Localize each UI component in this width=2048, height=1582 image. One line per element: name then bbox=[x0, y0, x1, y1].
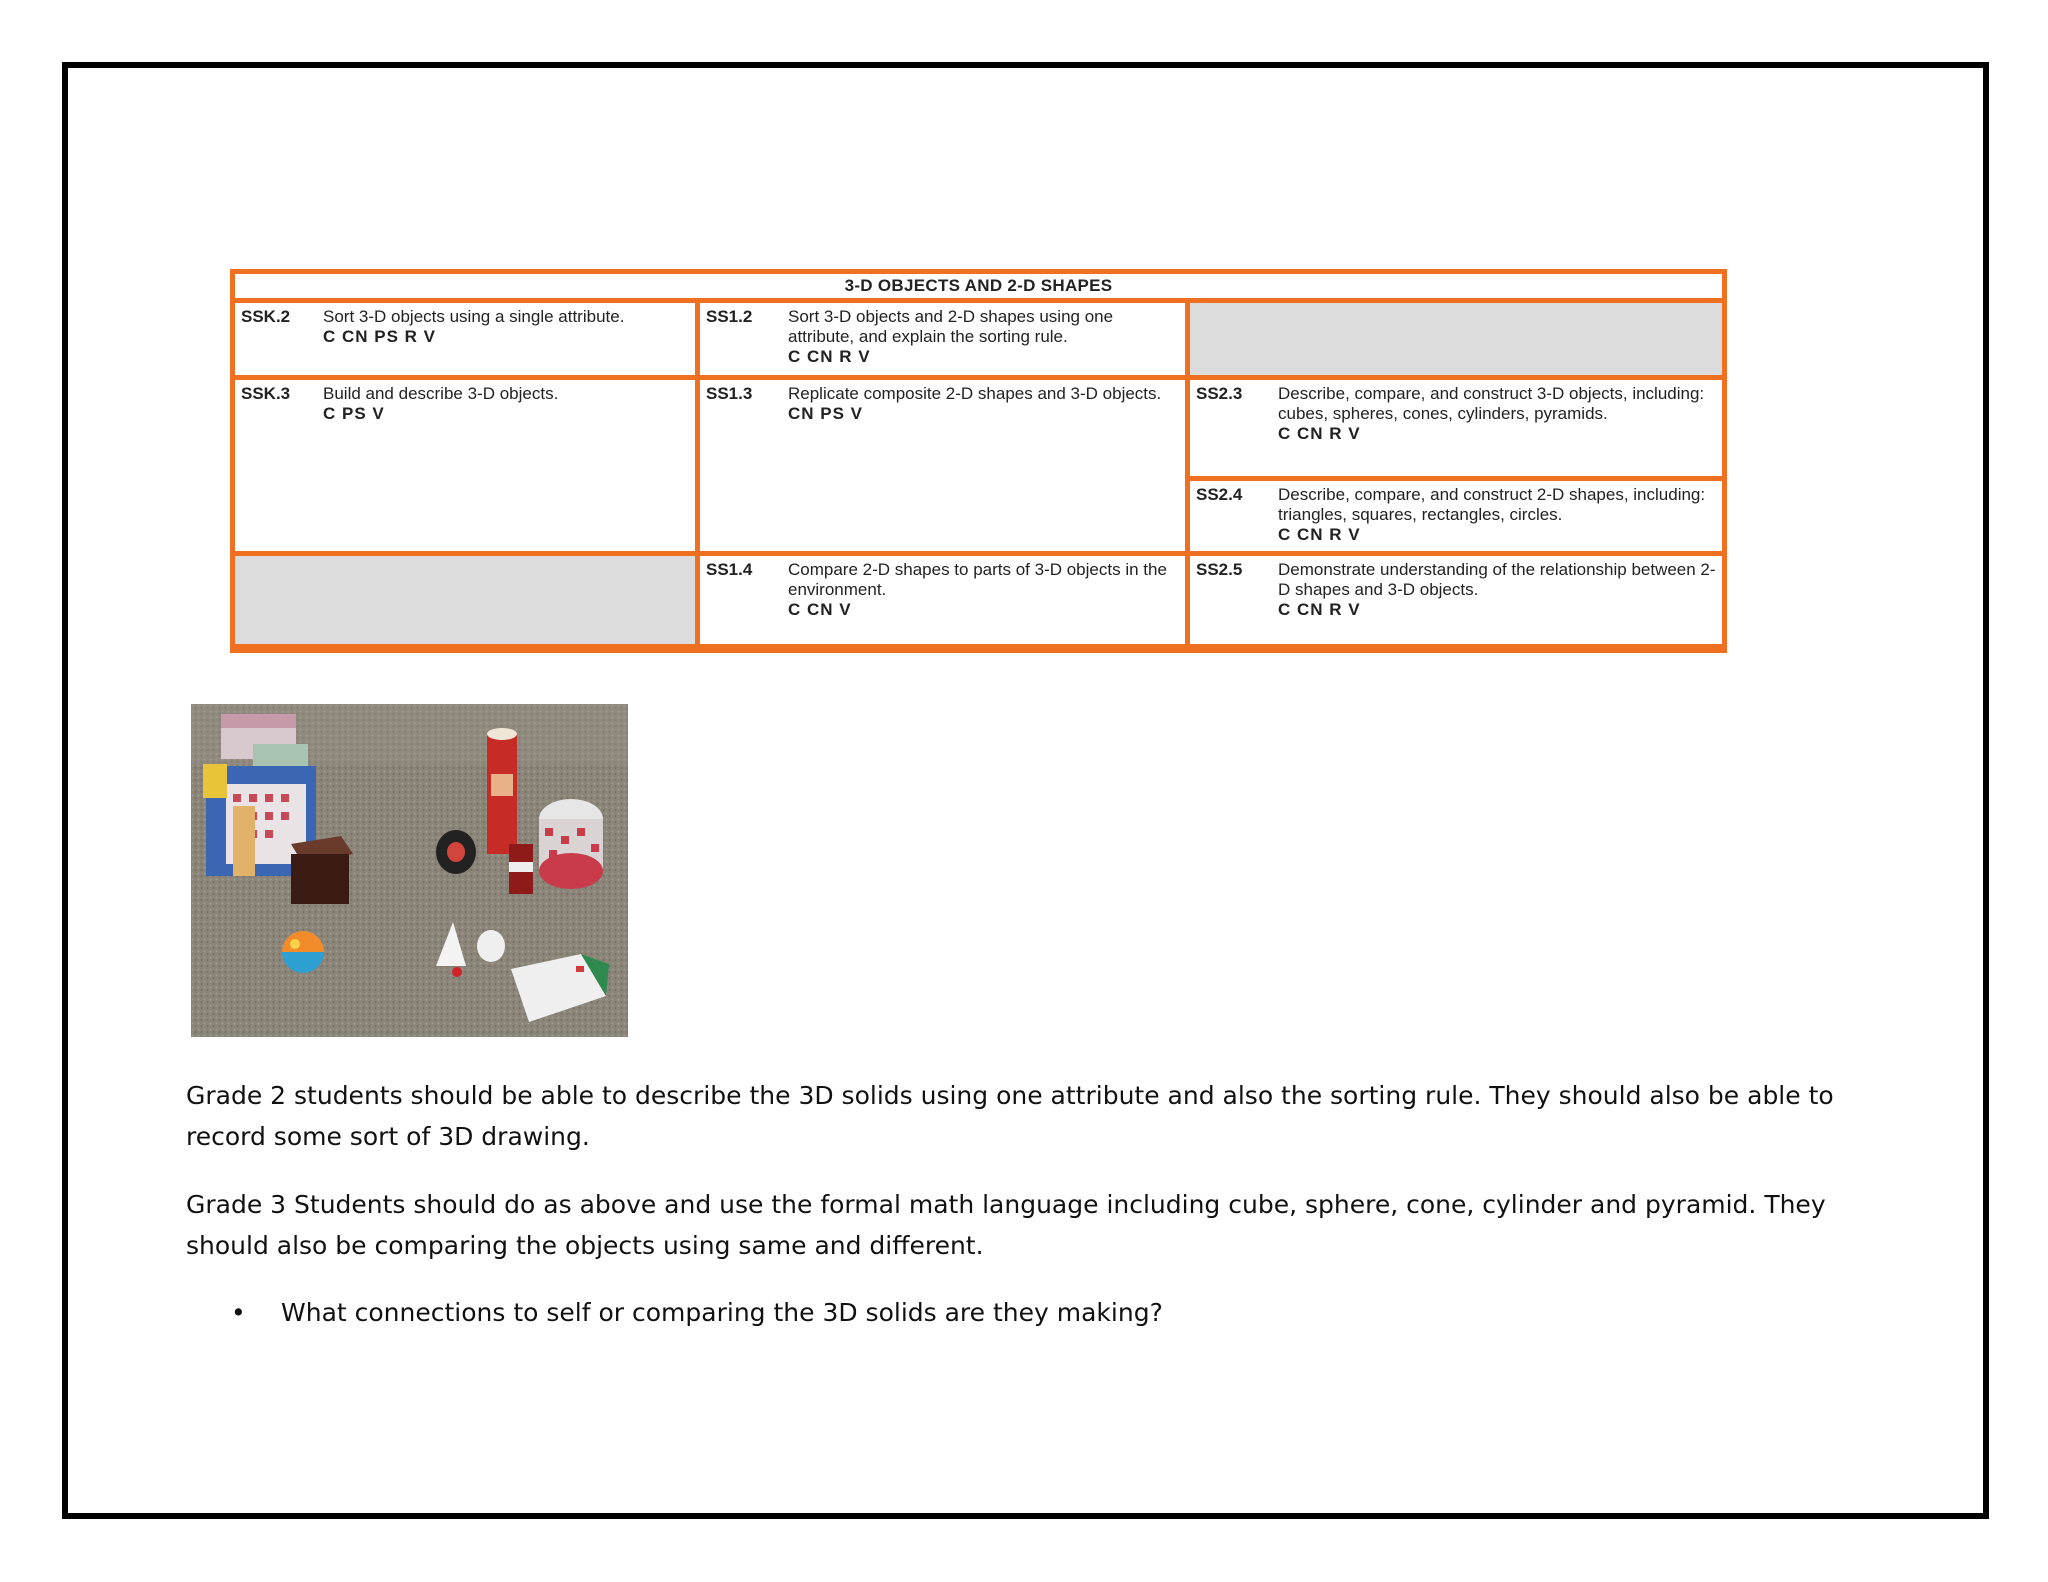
cell-ss2-5 bbox=[1188, 554, 1725, 649]
cell-ss2-3 bbox=[1188, 378, 1725, 479]
cell-ss1-3 bbox=[698, 378, 1188, 554]
outcome-code: SSK.2 bbox=[241, 307, 291, 326]
blank-cell bbox=[1188, 301, 1725, 378]
outcome-code: SS2.3 bbox=[1196, 384, 1243, 403]
outcome-text: Sort 3-D objects using a single attribute. bbox=[323, 307, 625, 326]
bullet-text: What connections to self or comparing the 3D solids are they making? bbox=[281, 1298, 1163, 1327]
bullet-icon: • bbox=[231, 1298, 246, 1327]
question-list bbox=[186, 1292, 1163, 1333]
blank-cell bbox=[233, 554, 698, 649]
cell-ss1-2 bbox=[698, 301, 1188, 378]
3d-objects-photo bbox=[191, 704, 628, 1037]
outcome-code: SS1.2 bbox=[706, 307, 753, 326]
outcome-text: Demonstrate understanding of the relationship between 2-D shapes and 3-D objects. bbox=[1278, 560, 1716, 599]
outcome-code: SS2.5 bbox=[1196, 560, 1243, 579]
cell-ssk2 bbox=[233, 301, 698, 378]
outcome-tags: C CN R V bbox=[1278, 525, 1361, 544]
outcome-text: Describe, compare, and construct 3-D objects, including: cubes, spheres, cones, cylinders, pyramids. bbox=[1278, 384, 1705, 423]
outcome-code: SS2.4 bbox=[1196, 485, 1243, 504]
outcome-tags: C CN V bbox=[788, 600, 852, 619]
cell-ssk3 bbox=[233, 378, 698, 554]
outcome-tags: C CN R V bbox=[1278, 600, 1361, 619]
outcome-text: Describe, compare, and construct 2-D shapes, including: triangles, squares, rectangles, circles. bbox=[1278, 485, 1706, 524]
outcome-tags: CN PS V bbox=[788, 404, 864, 423]
paragraph-grade-3: Grade 3 Students should do as above and use the formal math language including cube, sphere, cone, cylinder and pyramid. They should also be comparing the objects using same and different. bbox=[186, 1190, 1826, 1260]
cell-ss1-4 bbox=[698, 554, 1188, 649]
outcome-tags: C CN PS R V bbox=[323, 327, 437, 346]
cell-ss2-4 bbox=[1188, 479, 1725, 554]
outcome-tags: C CN R V bbox=[788, 347, 871, 366]
outcome-text: Build and describe 3-D objects. bbox=[323, 384, 559, 403]
paragraph-grade-2: Grade 2 students should be able to describe the 3D solids using one attribute and also the sorting rule. They should also be able to record some sort of 3D drawing. bbox=[186, 1081, 1834, 1151]
outcome-text: Compare 2-D shapes to parts of 3-D objects in the environment. bbox=[788, 560, 1167, 599]
outcomes-table bbox=[230, 269, 1727, 653]
outcome-code: SS1.3 bbox=[706, 384, 753, 403]
table-title: 3-D OBJECTS AND 2-D SHAPES bbox=[233, 272, 1725, 301]
outcome-tags: C CN R V bbox=[1278, 424, 1361, 443]
outcome-text: Sort 3-D objects and 2-D shapes using one attribute, and explain the sorting rule. bbox=[788, 307, 1114, 346]
list-item bbox=[186, 1292, 1163, 1333]
outcome-tags: C PS V bbox=[323, 404, 385, 423]
outcome-code: SS1.4 bbox=[706, 560, 753, 579]
outcome-text: Replicate composite 2-D shapes and 3-D objects. bbox=[788, 384, 1162, 403]
outcome-code: SSK.3 bbox=[241, 384, 291, 403]
